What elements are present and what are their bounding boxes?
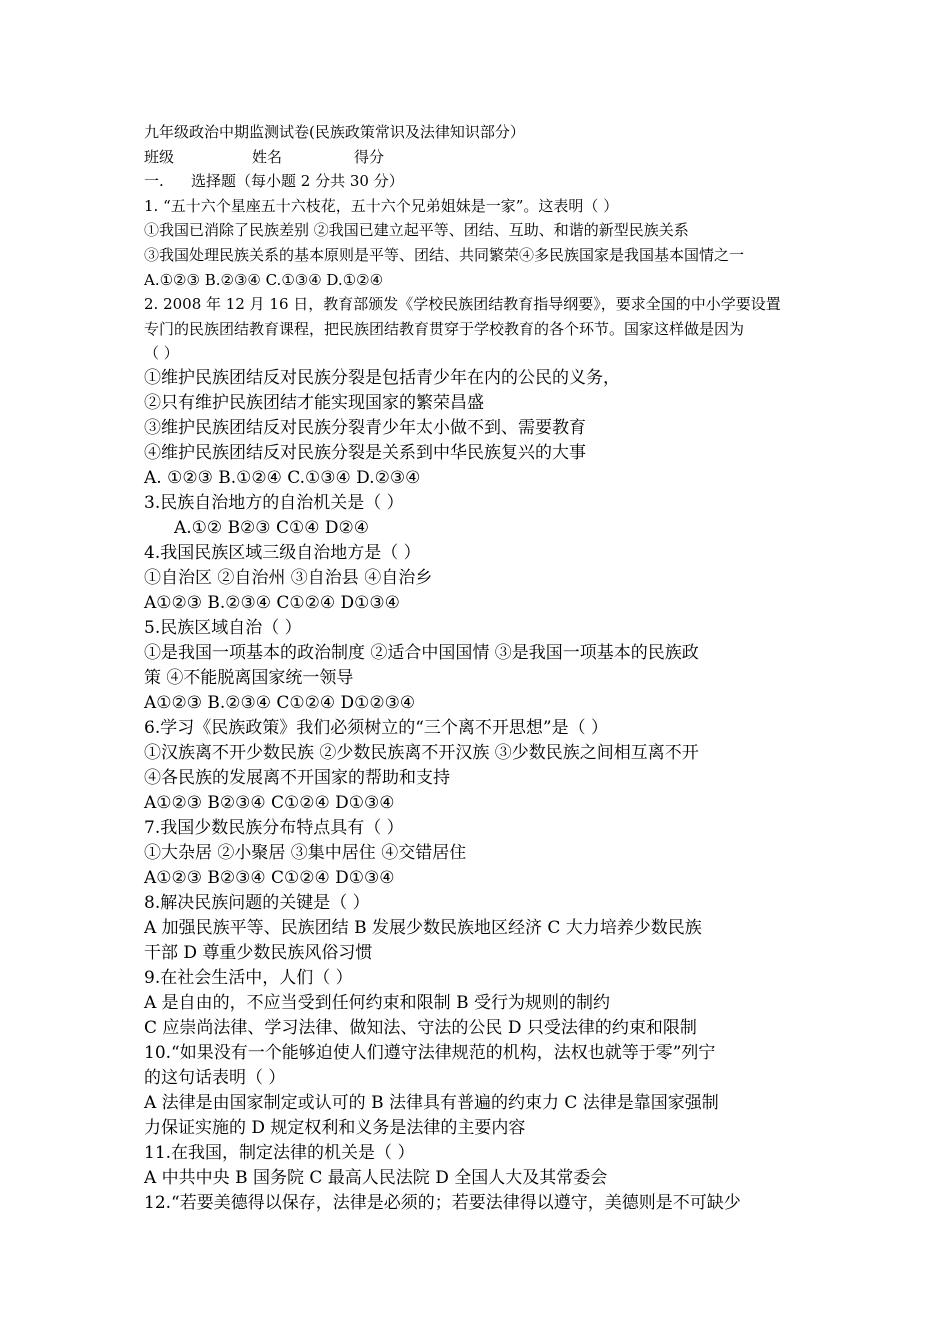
question-stem: 10.“如果没有一个能够迫使人们遵守法律规范的机构，法权也就等于零”列宁 <box>144 1042 716 1063</box>
option-line: ①是我国一项基本的政治制度 ②适合中国国情 ③是我国一项基本的民族政 <box>144 642 699 663</box>
option-line: A 是自由的，不应当受到任何约束和限制 B 受行为规则的制约 <box>144 992 610 1013</box>
question-3 <box>144 491 814 541</box>
score-label: 得分 <box>354 147 385 166</box>
question-7 <box>144 816 814 891</box>
answer-choices: A.①② B②③ C①④ D②④ <box>174 517 369 538</box>
exam-title: 九年级政治中期监测试卷(民族政策常识及法律知识部分） <box>144 123 525 141</box>
option-line: A 中共中央 B 国务院 C 最高人民法院 D 全国人大及其常委会 <box>144 1167 608 1188</box>
question-stem: 4.我国民族区域三级自治地方是（ ） <box>144 542 421 563</box>
section-number: 一. <box>144 172 164 191</box>
question-9 <box>144 966 814 1041</box>
question-5 <box>144 616 814 716</box>
answer-choices: A①②③ B②③④ C①②④ D①③④ <box>144 867 395 888</box>
question-stem: （ ） <box>144 344 179 363</box>
question-stem: 5.民族区域自治（ ） <box>144 617 302 638</box>
section-heading <box>144 169 814 194</box>
option-line: A 法律是由国家制定或认可的 B 法律具有普遍的约束力 C 法律是靠国家强制 <box>144 1092 719 1113</box>
option-line: ①汉族离不开少数民族 ②少数民族离不开汉族 ③少数民族之间相互离不开 <box>144 742 699 763</box>
answer-choices: A. ①②③ B.①②④ C.①③④ D.②③④ <box>144 467 421 488</box>
question-stem: 1. “五十六个星座五十六枝花，五十六个兄弟姐妹是一家”。这表明（ ） <box>144 196 619 215</box>
answer-choices: A①②③ B②③④ C①②④ D①③④ <box>144 792 395 813</box>
option-line: ①维护民族团结反对民族分裂是包括青少年在内的公民的义务， <box>144 367 620 388</box>
name-label: 姓名 <box>252 147 283 166</box>
class-label: 班级 <box>144 147 175 166</box>
student-info-row <box>144 145 814 170</box>
option-line: ④维护民族团结反对民族分裂是关系到中华民族复兴的大事 <box>144 442 586 463</box>
question-10 <box>144 1041 814 1141</box>
question-1 <box>144 194 814 292</box>
answer-choices: A①②③ B.②③④ C①②④ D①②③④ <box>144 692 416 713</box>
option-line: ④各民族的发展离不开国家的帮助和支持 <box>144 767 450 788</box>
question-stem: 8.解决民族问题的关键是（ ） <box>144 892 370 913</box>
question-stem: 3.民族自治地方的自治机关是（ ） <box>144 492 404 513</box>
question-stem: 7.我国少数民族分布特点具有（ ） <box>144 817 404 838</box>
question-11 <box>144 1141 814 1191</box>
section-title: 选择题（每小题 2 分共 30 分） <box>191 172 404 191</box>
option-line: C 应崇尚法律、学习法律、做知法、守法的公民 D 只受法律的约束和限制 <box>144 1017 697 1038</box>
option-line: ①我国已消除了民族差别 ②我国已建立起平等、团结、互助、和谐的新型民族关系 <box>144 221 689 240</box>
answer-choices: A①②③ B.②③④ C①②④ D①③④ <box>144 592 400 613</box>
option-line: 策 ④不能脱离国家统一领导 <box>144 667 354 688</box>
question-stem: 的这句话表明（ ） <box>144 1067 286 1088</box>
exam-page <box>144 120 814 1216</box>
question-2 <box>144 292 814 491</box>
question-stem: 6.学习《民族政策》我们必须树立的“三个离不开思想”是（ ） <box>144 717 609 738</box>
option-line: A 加强民族平等、民族团结 B 发展少数民族地区经济 C 大力培养少数民族 <box>144 917 702 938</box>
question-6 <box>144 716 814 816</box>
option-line: 力保证实施的 D 规定权利和义务是法律的主要内容 <box>144 1117 526 1138</box>
question-stem: 2. 2008 年 12 月 16 日，教育部颁发《学校民族团结教育指导纲要》，要求全国的中小学要设置 <box>144 295 781 314</box>
question-stem: 专门的民族团结教育课程，把民族团结教育贯穿于学校教育的各个环节。国家这样做是因为 <box>144 319 745 338</box>
question-12 <box>144 1191 814 1216</box>
question-stem: 12.“若要美德得以保存，法律是必须的；若要法律得以遵守，美德则是不可缺少 <box>144 1192 741 1213</box>
question-8 <box>144 891 814 966</box>
question-stem: 11.在我国，制定法律的机关是（ ） <box>144 1142 415 1163</box>
option-line: ①大杂居 ②小聚居 ③集中居住 ④交错居住 <box>144 842 467 863</box>
option-line: ②只有维护民族团结才能实现国家的繁荣昌盛 <box>144 392 484 413</box>
option-line: 干部 D 尊重少数民族风俗习惯 <box>144 942 373 963</box>
option-line: ③我国处理民族关系的基本原则是平等、团结、共同繁荣④多民族国家是我国基本国情之一 <box>144 245 745 264</box>
option-line: ①自治区 ②自治州 ③自治县 ④自治乡 <box>144 567 433 588</box>
question-stem: 9.在社会生活中，人们（ ） <box>144 967 353 988</box>
option-line: ③维护民族团结反对民族分裂青少年太小做不到、需要教育 <box>144 417 586 438</box>
answer-choices: A.①②③ B.②③④ C.①③④ D.①②④ <box>144 270 384 289</box>
question-4 <box>144 541 814 616</box>
